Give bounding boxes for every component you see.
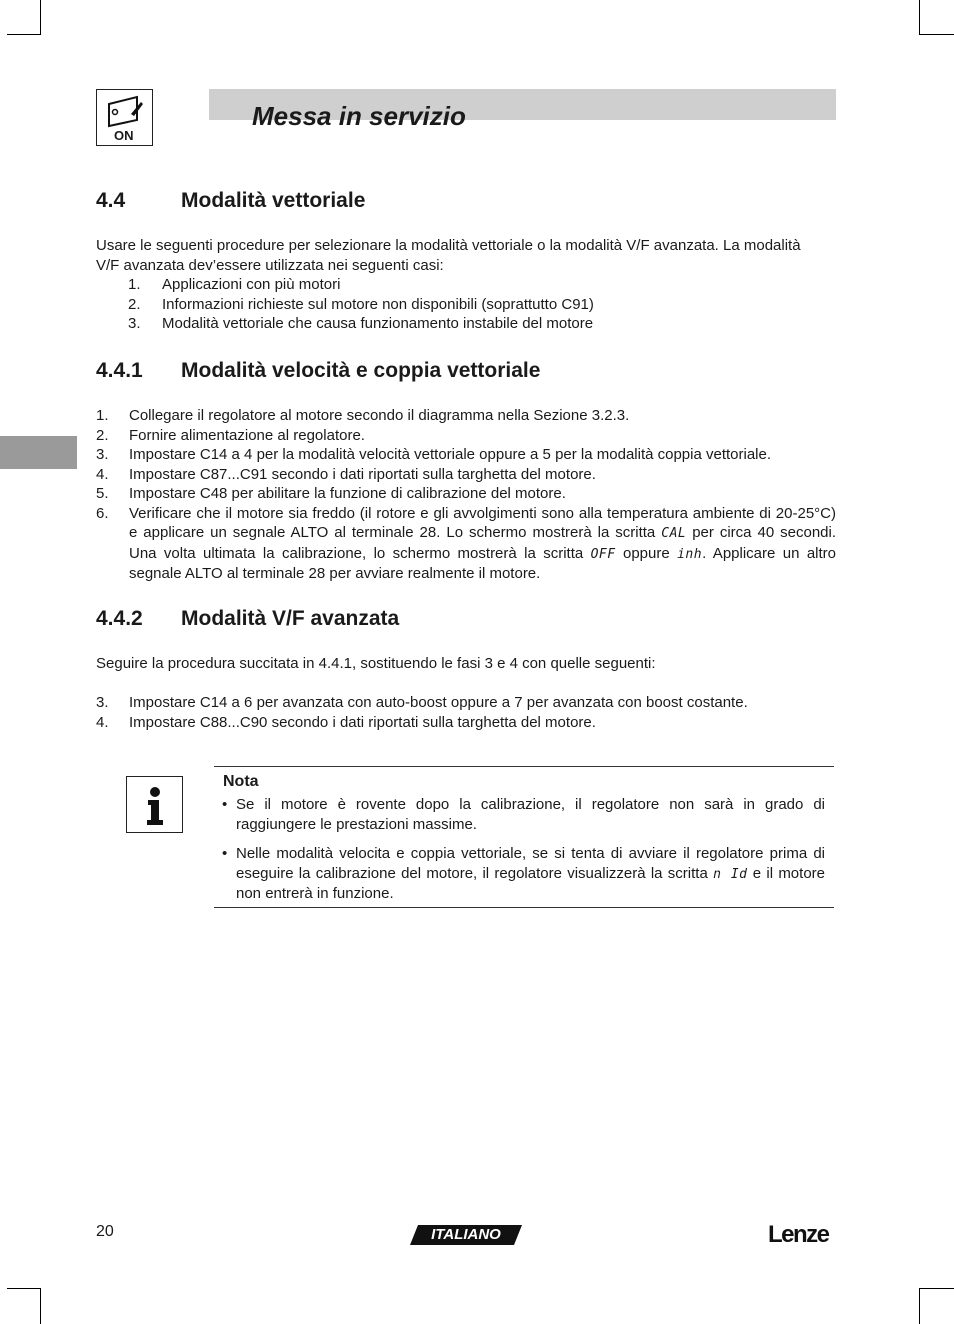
- info-icon: [126, 776, 183, 833]
- crop-mark: [919, 1288, 954, 1289]
- section-4-4-intro: Usare le seguenti procedure per selezionare la modalità vettoriale o la modalità V/F avanzata. La modalità V/F avanzata dev’essere utilizzata nei seguenti casi:: [96, 237, 801, 274]
- list-item: 3. Impostare C14 a 6 per avanzata con auto-boost oppure a 7 per avanzata con boost costante.: [96, 694, 748, 711]
- section-4-4-1-list: [96, 406, 836, 584]
- display-readout-inh: inh: [677, 546, 703, 562]
- note-bullets: [222, 795, 825, 904]
- display-readout-off: OFF: [590, 546, 616, 562]
- note-bullet: • Nelle modalità velocita e coppia vettoriale, se si tenta di avviare il regolatore prima di eseguire la calibrazione del motore, il regolatore visualizzerà la scritta n Id e il motore non entrerà in funzione.: [222, 844, 825, 904]
- section-heading-4-4-2: [96, 607, 399, 631]
- section-number: 4.4.2: [96, 607, 143, 630]
- crop-mark: [40, 1288, 41, 1324]
- list-item: 5. Impostare C48 per abilitare la funzione di calibrazione del motore.: [96, 485, 566, 502]
- list-item: 3. Impostare C14 a 4 per la modalità velocità vettoriale oppure a 5 per la modalità coppia vettoriale.: [96, 446, 772, 463]
- lenze-logo: Lenze: [768, 1221, 829, 1248]
- crop-mark: [7, 34, 41, 35]
- list-item: 2. Informazioni richieste sul motore non disponibili (soprattutto C91): [128, 295, 594, 313]
- list-item: 4. Impostare C87...C91 secondo i dati riportati sulla targhetta del motore.: [96, 465, 596, 483]
- section-title: Modalità V/F avanzata: [181, 607, 400, 630]
- on-label: ON: [114, 128, 134, 143]
- note-divider-top: [214, 766, 834, 767]
- crop-mark: [7, 1288, 41, 1289]
- crop-mark: [919, 0, 920, 35]
- language-label: ITALIANO: [431, 1226, 501, 1243]
- note-divider-bottom: [214, 907, 834, 908]
- section-4-4-2-intro: Seguire la procedura succitata in 4.4.1, sostituendo le fasi 3 e 4 con quelle seguenti:: [96, 655, 656, 672]
- list-item: 2. Fornire alimentazione al regolatore.: [96, 426, 365, 444]
- section-4-4-2-list: [96, 693, 836, 732]
- section-number: 4.4.1: [96, 359, 143, 382]
- section-number: 4.4: [96, 189, 126, 212]
- list-item: 1. Applicazioni con più motori: [128, 276, 341, 293]
- power-switch-icon: [96, 89, 153, 146]
- chapter-side-tab: [0, 436, 77, 469]
- section-title: Modalità vettoriale: [181, 189, 366, 212]
- crop-mark: [919, 1288, 920, 1324]
- list-item: 4. Impostare C88...C90 secondo i dati riportati sulla targhetta del motore.: [96, 713, 596, 731]
- list-item: 3. Modalità vettoriale che causa funzionamento instabile del motore: [128, 315, 594, 332]
- page-number: 20: [96, 1223, 114, 1240]
- list-item: 6. Verificare che il motore sia freddo (il rotore e gli avvolgimenti sono alla temperatura ambiente di 20-25°C) e applicare un segnale ALTO al terminale 28. Lo schermo mostrerà la scritta CAL per circa 40 secondi. Una volta ultimata la calibrazione, lo schermo mostrerà la scritta OFF oppure inh. Applicare un altro segnale ALTO al terminale 28 per avviare realmente il motore.: [96, 504, 836, 582]
- display-readout-nid: n Id: [713, 866, 748, 882]
- crop-mark: [40, 0, 41, 35]
- note-bullet: • Se il motore è rovente dopo la calibrazione, il regolatore non sarà in grado di raggiungere le prestazioni massime.: [222, 795, 825, 834]
- section-4-4-list: [96, 275, 836, 334]
- note-title: Nota: [223, 773, 259, 790]
- section-title: Modalità velocità e coppia vettoriale: [181, 359, 541, 382]
- display-readout-cal: CAL: [661, 526, 687, 541]
- section-heading-4-4-1: [96, 359, 540, 383]
- page-title: Messa in servizio: [252, 101, 466, 131]
- section-heading-4-4: [96, 189, 365, 213]
- crop-mark: [919, 34, 954, 35]
- list-item: 1. Collegare il regolatore al motore secondo il diagramma nella Sezione 3.2.3.: [96, 407, 630, 424]
